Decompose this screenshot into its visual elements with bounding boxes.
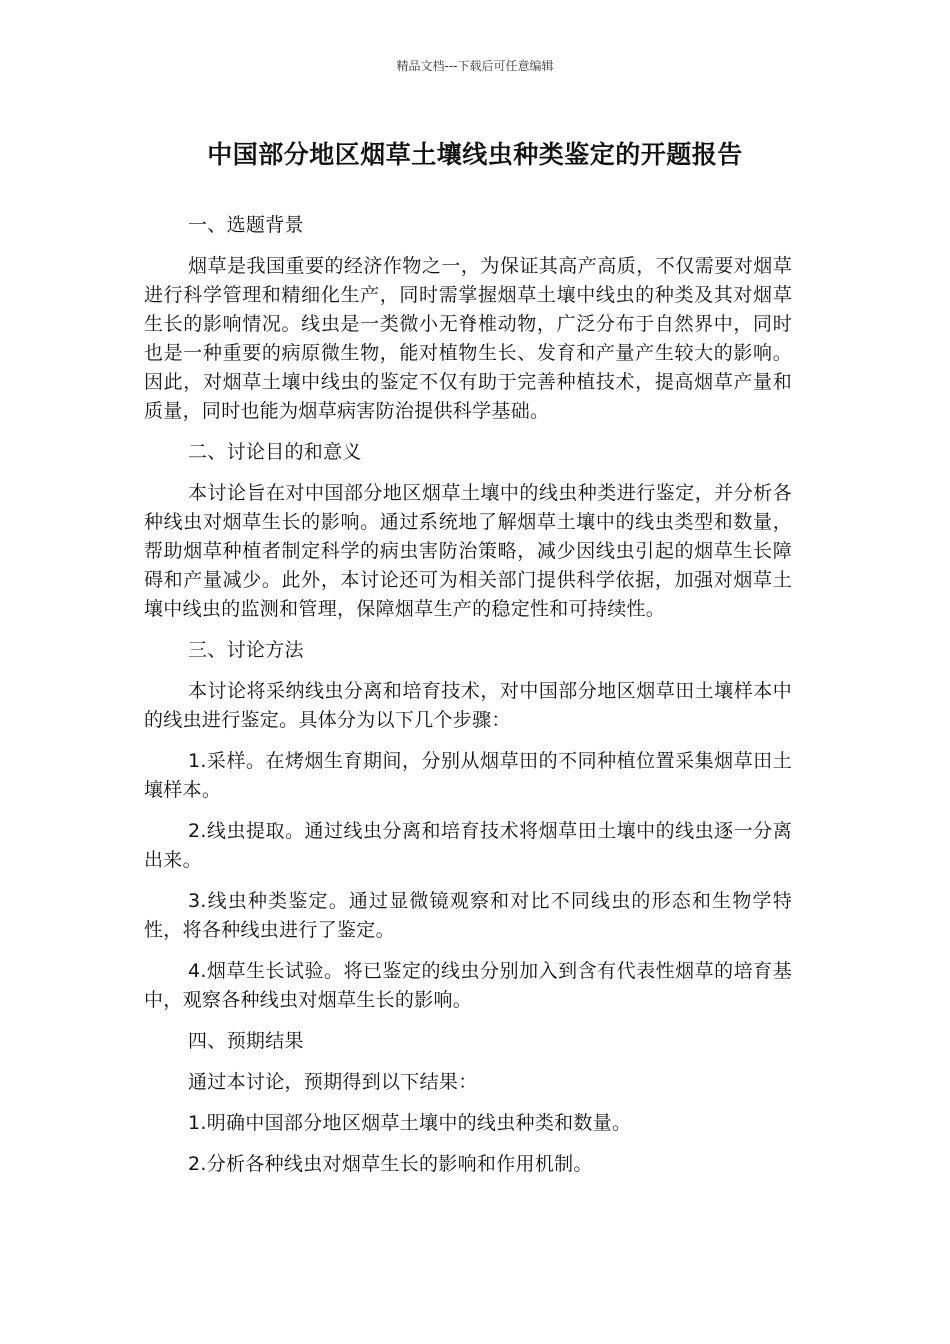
- document-title: 中国部分地区烟草土壤线虫种类鉴定的开题报告: [207, 140, 743, 169]
- list-item-extraction: 2.线虫提取。通过线虫分离和培育技术将烟草田土壤中的线虫逐一分离出来。: [144, 820, 792, 871]
- document-body: [144, 211, 792, 1191]
- section-heading-purpose: 二、讨论目的和意义: [188, 441, 362, 463]
- section-heading-method: 三、讨论方法: [188, 639, 304, 661]
- section-heading-background: 一、选题背景: [188, 214, 304, 236]
- list-item-result-2: 2.分析各种线虫对烟草生长的影响和作用机制。: [188, 1153, 593, 1175]
- page-header: 精品文档---下载后可任意编辑: [396, 59, 554, 73]
- paragraph-background: 烟草是我国重要的经济作物之一，为保证其高产高质，不仅需要对烟草进行科学管理和精细化生产，同时需掌握烟草土壤中线虫的种类及其对烟草生长的影响情况。线虫是一类微小无脊椎动物，广泛分布于自然界中，同时也是一种重要的病原微生物，能对植物生长、发育和产量产生较大的影响。因此，对烟草土壤中线虫的鉴定不仅有助于完善种植技术，提高烟草产量和质量，同时也能为烟草病害防治提供科学基础。: [144, 255, 792, 422]
- list-item-growth-test: 4.烟草生长试验。将已鉴定的线虫分别加入到含有代表性烟草的培育基中，观察各种线虫对烟草生长的影响。: [144, 960, 792, 1011]
- paragraph-method-intro: 本讨论将采纳线虫分离和培育技术，对中国部分地区烟草田土壤样本中的线虫进行鉴定。具体分为以下几个步骤：: [144, 680, 792, 731]
- list-item-result-1: 1.明确中国部分地区烟草土壤中的线虫种类和数量。: [188, 1112, 632, 1134]
- list-item-identification: 3.线虫种类鉴定。通过显微镜观察和对比不同线虫的形态和生物学特性，将各种线虫进行了鉴定。: [144, 890, 792, 941]
- paragraph-results-intro: 通过本讨论，预期得到以下结果：: [188, 1071, 478, 1093]
- list-item-sampling: 1.采样。在烤烟生育期间，分别从烟草田的不同种植位置采集烟草田土壤样本。: [144, 750, 792, 801]
- paragraph-purpose: 本讨论旨在对中国部分地区烟草土壤中的线虫种类进行鉴定，并分析各种线虫对烟草生长的影响。通过系统地了解烟草土壤中的线虫类型和数量，帮助烟草种植者制定科学的病虫害防治策略，减少因线虫引起的烟草生长障碍和产量减少。此外，本讨论还可为相关部门提供科学依据，加强对烟草土壤中线虫的监测和管理，保障烟草生产的稳定性和可持续性。: [144, 482, 792, 620]
- section-heading-expected-results: 四、预期结果: [188, 1030, 304, 1052]
